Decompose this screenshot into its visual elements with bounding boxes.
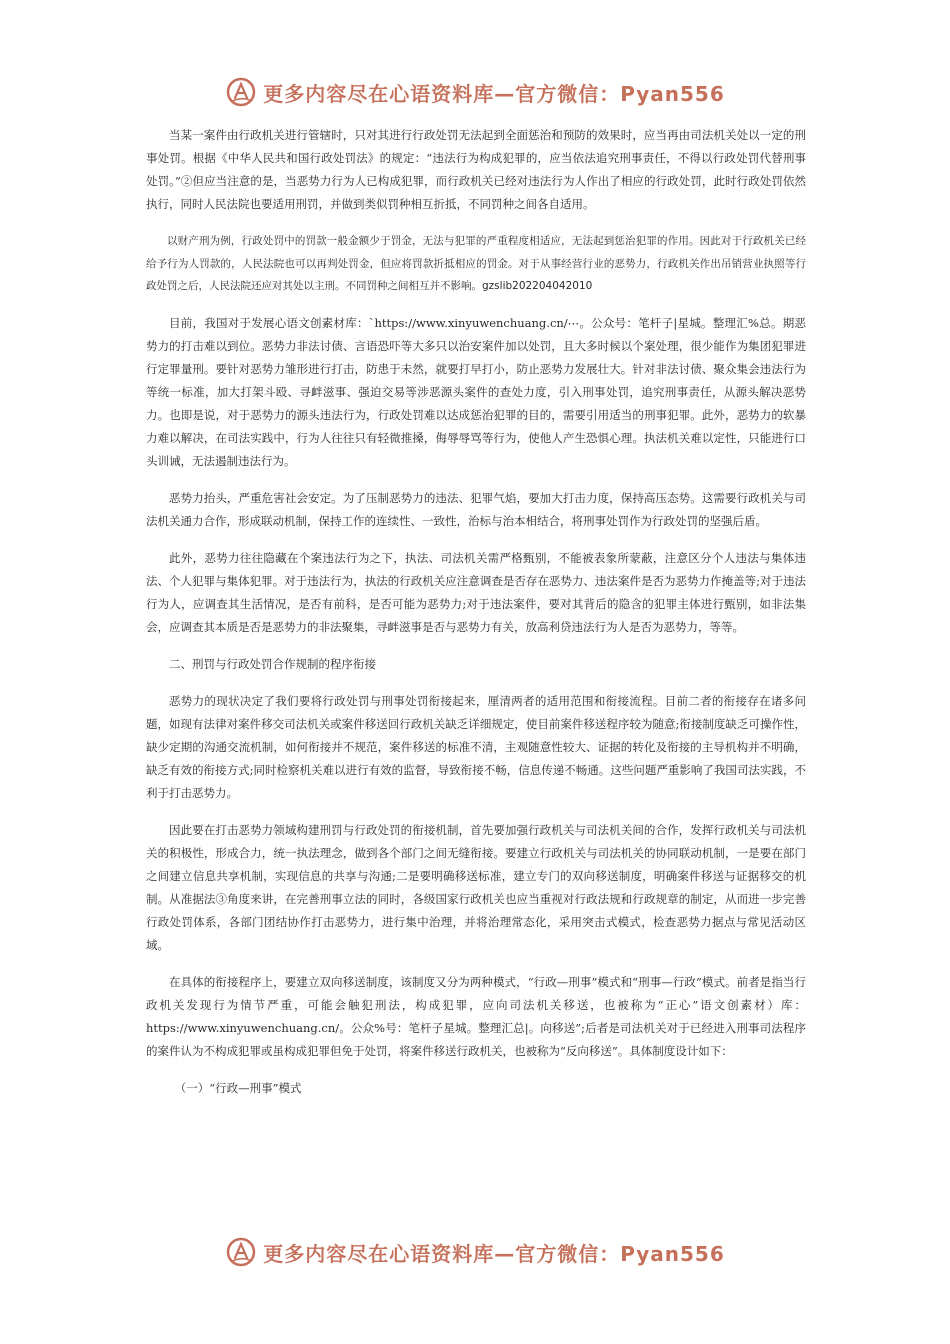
paragraph-5: 此外，恶势力往往隐藏在个案违法行为之下，执法、司法机关需严格甄别，不能被表象所蒙蔽，注意区分个人违法与集体违法、个人犯罪与集体犯罪。对于违法行为，执法的行政机关应注意调查是否存在恶势力、违法案件是否为恶势力作掩盖等;对于违法行为人，应调查其生活情况，是否有前科，是否可能为恶势力;对于违法案件，要对其背后的隐含的犯罪主体进行甄别，如非法集会，应调查其本质是否是恶势力的非法聚集，寻衅滋事是否与恶势力有关，放高利贷违法行为人是否为恶势力，等等。 xyxy=(146,550,806,634)
paragraph-4: 恶势力抬头，严重危害社会安定。为了压制恶势力的违法、犯罪气焰，要加大打击力度，保持高压态势。这需要行政机关与司法机关通力合作，形成联动机制，保持工作的连续性、一致性，治标与治本相结合，将刑事处罚作为行政处罚的坚强后盾。 xyxy=(146,490,806,528)
top-watermark-text: 更多内容尽在心语资料库—官方微信：Pyan556 xyxy=(263,81,725,106)
paragraph-7: 因此要在打击恶势力领域构建刑罚与行政处罚的衔接机制，首先要加强行政机关与司法机关间的合作，发挥行政机关与司法机关的积极性，形成合力，统一执法理念，做到各个部门之间无缝衔接。要建立行政机关与司法机关的协同联动机制，一是要在部门之间建立信息共享机制，实现信息的共享与沟通;二是要明确移送标准，建立专门的双向移送制度，明确案件移送与证据移交的机制。从准据法③角度来讲，在完善刑事立法的同时，各级国家行政机关也应当重视对行政法规和行政规章的制定，从而进一步完善行政处罚体系，各部门团结协作打击恶势力，进行集中治理，并将治理常态化，采用突击式模式，检查恶势力据点与常见活动区域。 xyxy=(146,822,806,952)
bottom-watermark-text: 更多内容尽在心语资料库—官方微信：Pyan556 xyxy=(263,1241,725,1266)
paragraph-8: 在具体的衔接程序上，要建立双向移送制度，该制度又分为两种模式，“行政—刑事”模式和“刑事—行政”模式。前者是指当行政机关发现行为情节严重，可能会触犯刑法，构成犯罪，应向司法机关移送，也被称为“正心”语文创素材）库：https://www.xinyuwenchuang.cn/。公众%号：笔杆子星城。整理汇总|。向移送”;后者是司法机关对于已经进入刑事司法程序的案件认为不构成犯罪或虽构成犯罪但免于处罚，将案件移送行政机关，也被称为“反向移送”。具体制度设计如下： xyxy=(146,974,806,1058)
section-heading: 二、刑罚与行政处罚合作规制的程序衔接 xyxy=(169,656,376,671)
paragraph-1: 当某一案件由行政机关进行管辖时，只对其进行行政处罚无法起到全面惩治和预防的效果时，应当再由司法机关处以一定的刑事处罚。根据《中华人民共和国行政处罚法》的规定：“违法行为构成犯罪的，应当依法追究刑事责任，不得以行政处罚代替刑事处罚。”②但应当注意的是，当恶势力行为人已构成犯罪，而行政机关已经对违法行为人作出了相应的行政处罚，此时行政处罚依然执行，同时人民法院也要适用刑罚，并做到类似罚种相互折抵，不同罚种之间各自适用。 xyxy=(146,128,806,211)
document-body xyxy=(146,124,806,1114)
top-watermark-banner xyxy=(0,72,950,112)
paragraph-6: 恶势力的现状决定了我们要将行政处罚与刑事处罚衔接起来，厘清两者的适用范围和衔接流程。目前二者的衔接存在诸多问题，如现有法律对案件移交司法机关或案件移送回行政机关缺乏详细规定，使目前案件移送程序较为随意;衔接制度缺乏可操作性，缺少定期的沟通交流机制，如何衔接并不规范，案件移送的标准不清，主观随意性较大、证据的转化及衔接的主导机构并不明确，缺乏有效的衔接方式;同时检察机关难以进行有效的监督，导致衔接不畅，信息传递不畅通。这些问题严重影响了我国司法实践，不利于打击恶势力。 xyxy=(146,693,806,800)
bottom-watermark-banner xyxy=(0,1232,950,1272)
brand-logo-icon xyxy=(225,1236,257,1268)
paragraph-3: 目前，我国对于发展心语文创素材库：`https://www.xinyuwenchuang.cn/⋯。公众号：笔杆子|星城。整理汇%总。期恶势力的打击难以到位。恶势力非法讨债、言语恐吓等大多只以治安案件加以处罚，且大多时候以个案处理，很少能作为集团犯罪进行定罪量刑。要针对恶势力雏形进行打击，防患于未然，就要打早打小，防止恶势力发展壮大。针对非法讨债、聚众集会违法行为等统一标准，加大打架斗殴、寻衅滋事、强迫交易等涉恶源头案件的查处力度，引入刑事处罚，追究刑事责任，从源头解决恶势力。也即是说，对于恶势力的源头违法行为，行政处罚难以达成惩治犯罪的目的，需要引用适当的刑事犯罪。此外，恶势力的软暴力难以解决，在司法实践中，行为人往往只有轻微推搡，侮辱辱骂等行为，使他人产生恐惧心理。执法机关难以定性，只能进行口头训诫，无法遏制违法行为。 xyxy=(146,315,806,468)
subsection-heading: （一）“行政—刑事”模式 xyxy=(174,1080,302,1095)
brand-logo-icon xyxy=(225,76,257,108)
paragraph-2: 以财产刑为例，行政处罚中的罚款一般金额少于罚金，无法与犯罪的严重程度相适应，无法起到惩治犯罪的作用。因此对于行政机关已经给予行为人罚款的，人民法院也可以再判处罚金，但应将罚款折抵相应的罚金。对于从事经营行业的恶势力，行政机关作出吊销营业执照等行政处罚之后，人民法院还应对其处以主刑。不同罚种之间相互并不影响。gzslib202204042010 xyxy=(146,235,806,293)
